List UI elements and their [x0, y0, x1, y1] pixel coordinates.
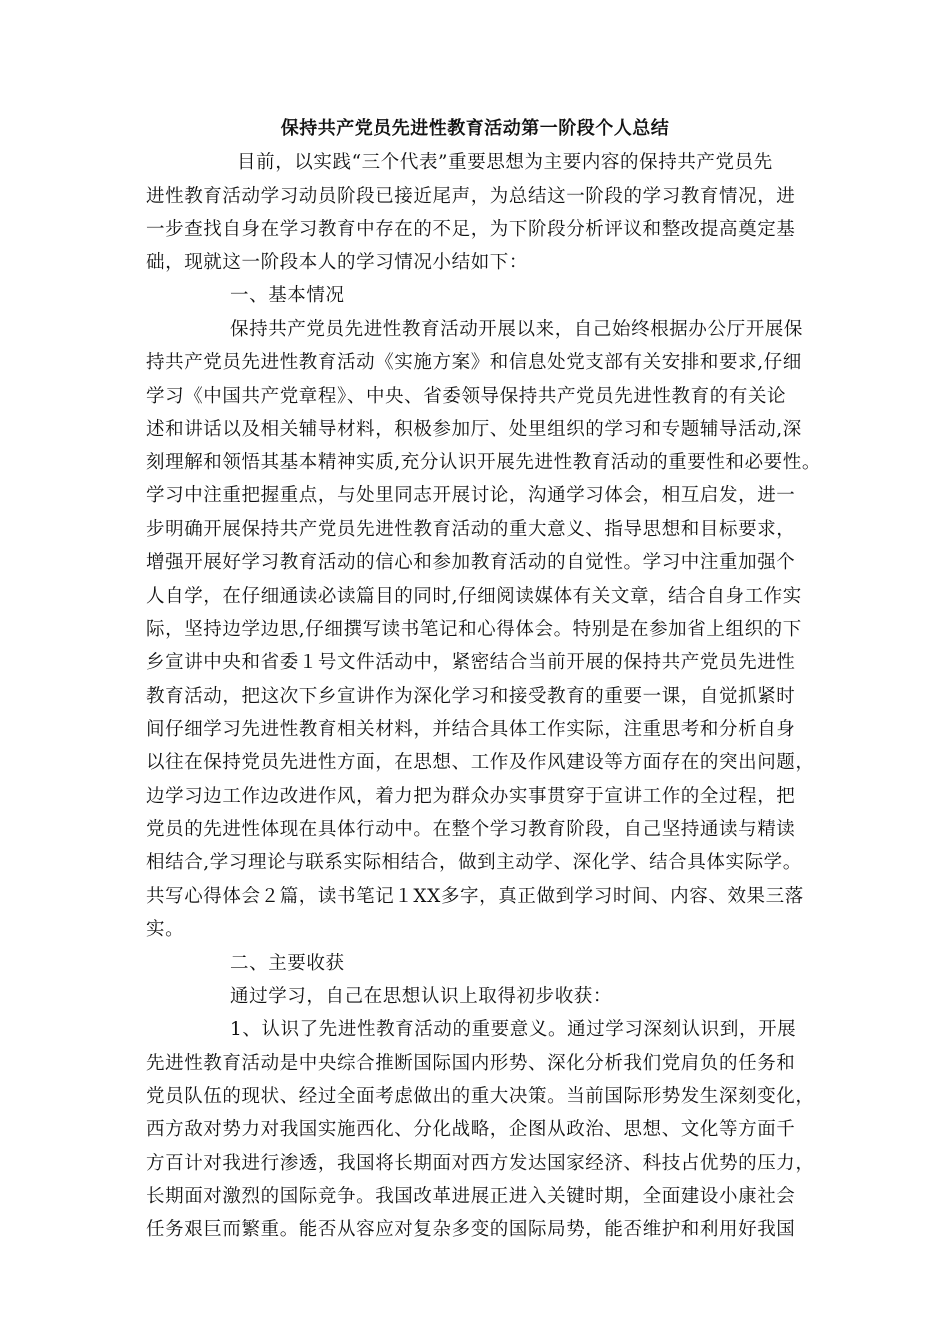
paragraph-line: 相结合,学习理论与联系实际相结合，做到主动学、深化学、结合具体实际学。 [146, 852, 802, 873]
paragraph-line: 西方敌对势力对我国实施西化、分化战略，企图从政治、思想、文化等方面千 [146, 1119, 796, 1140]
paragraph-line: 步明确开展保持共产党员先进性教育活动的重大意义、指导思想和目标要求， [146, 519, 796, 540]
paragraph-line: 党员的先进性体现在具体行动中。在整个学习教育阶段，自己坚持通读与精读 [146, 819, 796, 840]
paragraph-line: 通过学习，自己在思想认识上取得初步收获： [230, 986, 613, 1007]
paragraph-line: 任务艰巨而繁重。能否从容应对复杂多变的国际局势，能否维护和利用好我国 [146, 1219, 796, 1240]
paragraph-line: 学习中注重把握重点，与处里同志开展讨论，沟通学习体会，相互启发，进一 [146, 485, 796, 506]
paragraph-line: 增强开展好学习教育活动的信心和参加教育活动的自觉性。学习中注重加强个 [146, 552, 796, 573]
paragraph-line: 1、认识了先进性教育活动的重要意义。通过学习深刻认识到，开展 [230, 1019, 797, 1040]
paragraph-line: 党员队伍的现状、经过全面考虑做出的重大决策。当前国际形势发生深刻变化， [146, 1086, 815, 1107]
paragraph-line: 方百计对我进行渗透，我国将长期面对西方发达国家经济、科技占优势的压力， [146, 1153, 815, 1174]
paragraph-line: 先进性教育活动是中央综合推断国际国内形势、深化分析我们党肩负的任务和 [146, 1053, 796, 1074]
section-heading: 一、基本情况 [230, 285, 345, 306]
paragraph-line: 保持共产党员先进性教育活动开展以来，自己始终根据办公厅开展保 [230, 319, 804, 340]
paragraph-line: 际，坚持边学边思,仔细撰写读书笔记和心得体会。特别是在参加省上组织的下 [146, 619, 802, 640]
section-heading: 二、主要收获 [230, 953, 345, 974]
paragraph-line: 边学习边工作边改进作风，着力把为群众办实事贯穿于宣讲工作的全过程，把 [146, 786, 796, 807]
paragraph-line: 间仔细学习先进性教育相关材料，并结合具体工作实际，注重思考和分析自身 [146, 719, 796, 740]
paragraph-line: 以往在保持党员先进性方面，在思想、工作及作风建设等方面存在的突出问题， [146, 752, 815, 773]
paragraph-line: 目前，以实践“三个代表”重要思想为主要内容的保持共产党员先 [237, 152, 773, 173]
paragraph-line: 实。 [146, 919, 185, 940]
paragraph-line: 教育活动，把这次下乡宣讲作为深化学习和接受教育的重要一课，自觉抓紧时 [146, 686, 796, 707]
paragraph-line: 刻理解和领悟其基本精神实质,充分认识开展先进性教育活动的重要性和必要性。 [146, 452, 821, 473]
paragraph-line: 共写心得体会２篇，读书笔记１XX多字，真正做到学习时间、内容、效果三落 [146, 886, 804, 907]
paragraph-line: 一步查找自身在学习教育中存在的不足，为下阶段分析评议和整改提高奠定基 [146, 219, 796, 240]
paragraph-line: 进性教育活动学习动员阶段已接近尾声，为总结这一阶段的学习教育情况，进 [146, 186, 796, 207]
paragraph-line: 人自学，在仔细通读必读篇目的同时,仔细阅读媒体有关文章，结合自身工作实 [146, 586, 802, 607]
paragraph-line: 长期面对激烈的国际竞争。我国改革进展正进入关键时期，全面建设小康社会 [146, 1186, 796, 1207]
paragraph-line: 学习《中国共产党章程》、中央、省委领导保持共产党员先进性教育的有关论 [146, 386, 787, 407]
paragraph-line: 持共产党员先进性教育活动《实施方案》和信息处党支部有关安排和要求,仔细 [146, 352, 802, 373]
paragraph-line: 述和讲话以及相关辅导材料，积极参加厅、处里组织的学习和专题辅导活动,深 [146, 419, 802, 440]
document-title: 保持共产党员先进性教育活动第一阶段个人总结 [280, 118, 670, 139]
paragraph-line: 乡宣讲中央和省委１号文件活动中，紧密结合当前开展的保持共产党员先进性 [146, 652, 796, 673]
paragraph-line: 础，现就这一阶段本人的学习情况小结如下： [146, 252, 529, 273]
